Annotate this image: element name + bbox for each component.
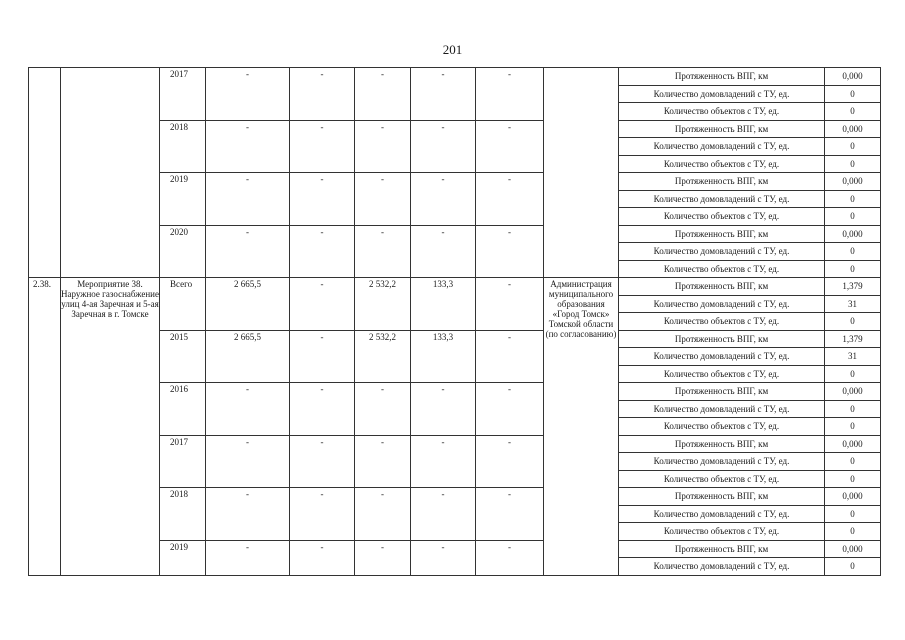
indicator-value-cell: 0 <box>825 453 881 471</box>
indicator-label-cell: Количество объектов с ТУ, ед. <box>619 103 825 121</box>
other-cell: - <box>476 435 544 488</box>
measure-name-cell: Мероприятие 38. Наружное газоснабжение улиц 4-ая Заречная и 5-ая Заречная в г. Томске <box>61 278 160 576</box>
indicator-value-cell: 0 <box>825 103 881 121</box>
other-cell: - <box>476 173 544 226</box>
year-cell: 2019 <box>160 540 206 575</box>
year-cell: 2019 <box>160 173 206 226</box>
total-cell: - <box>206 488 290 541</box>
indicator-label-cell: Количество домовладений с ТУ, ед. <box>619 453 825 471</box>
year-cell: 2016 <box>160 383 206 436</box>
indicator-value-cell: 0 <box>825 243 881 261</box>
indicator-value-cell: 31 <box>825 295 881 313</box>
indicator-label-cell: Количество объектов с ТУ, ед. <box>619 155 825 173</box>
indicator-label-cell: Протяженность ВПГ, км <box>619 330 825 348</box>
local-cell: - <box>411 383 476 436</box>
indicator-label-cell: Протяженность ВПГ, км <box>619 120 825 138</box>
indicator-label-cell: Количество объектов с ТУ, ед. <box>619 365 825 383</box>
measure-name-cell <box>61 68 160 278</box>
total-cell: - <box>206 173 290 226</box>
indicator-label-cell: Протяженность ВПГ, км <box>619 68 825 86</box>
indicator-label-cell: Количество домовладений с ТУ, ед. <box>619 505 825 523</box>
federal-cell: - <box>290 173 355 226</box>
other-cell: - <box>476 488 544 541</box>
year-cell: 2017 <box>160 68 206 121</box>
indicator-value-cell: 0 <box>825 470 881 488</box>
other-cell: - <box>476 120 544 173</box>
other-cell: - <box>476 68 544 121</box>
indicator-label-cell: Количество домовладений с ТУ, ед. <box>619 243 825 261</box>
page-number: 201 <box>442 42 463 57</box>
regional-cell: - <box>355 225 411 278</box>
indicator-label-cell: Протяженность ВПГ, км <box>619 278 825 296</box>
other-cell: - <box>476 383 544 436</box>
local-cell: - <box>411 225 476 278</box>
indicator-value-cell: 0 <box>825 400 881 418</box>
total-cell: - <box>206 540 290 575</box>
local-cell: - <box>411 120 476 173</box>
indicator-label-cell: Количество объектов с ТУ, ед. <box>619 260 825 278</box>
indicator-label-cell: Протяженность ВПГ, км <box>619 225 825 243</box>
indicator-value-cell: 0,000 <box>825 225 881 243</box>
indicator-value-cell: 0 <box>825 138 881 156</box>
regional-cell: - <box>355 435 411 488</box>
indicator-value-cell: 0,000 <box>825 68 881 86</box>
indicator-label-cell: Количество объектов с ТУ, ед. <box>619 313 825 331</box>
indicator-label-cell: Количество домовладений с ТУ, ед. <box>619 558 825 576</box>
total-cell: - <box>206 225 290 278</box>
regional-cell: - <box>355 540 411 575</box>
local-cell: 133,3 <box>411 330 476 383</box>
regional-cell: - <box>355 68 411 121</box>
indicator-value-cell: 0,000 <box>825 120 881 138</box>
indicator-label-cell: Количество домовладений с ТУ, ед. <box>619 138 825 156</box>
regional-cell: - <box>355 383 411 436</box>
total-cell: - <box>206 383 290 436</box>
indicator-value-cell: 0 <box>825 260 881 278</box>
federal-cell: - <box>290 488 355 541</box>
local-cell: - <box>411 435 476 488</box>
total-cell: 2 665,5 <box>206 278 290 331</box>
indicator-label-cell: Протяженность ВПГ, км <box>619 383 825 401</box>
indicator-label-cell: Количество домовладений с ТУ, ед. <box>619 295 825 313</box>
executor-cell <box>544 68 619 278</box>
indicator-label-cell: Количество домовладений с ТУ, ед. <box>619 348 825 366</box>
local-cell: - <box>411 68 476 121</box>
table-row <box>29 278 881 296</box>
indicator-label-cell: Количество объектов с ТУ, ед. <box>619 418 825 436</box>
indicator-value-cell: 0 <box>825 313 881 331</box>
regional-cell: - <box>355 173 411 226</box>
regional-cell: - <box>355 120 411 173</box>
local-cell: - <box>411 488 476 541</box>
year-cell: Всего <box>160 278 206 331</box>
indicator-label-cell: Количество домовладений с ТУ, ед. <box>619 400 825 418</box>
year-cell: 2015 <box>160 330 206 383</box>
indicator-value-cell: 0 <box>825 85 881 103</box>
table-body <box>29 68 881 576</box>
indicator-value-cell: 0,000 <box>825 488 881 506</box>
indicator-label-cell: Количество домовладений с ТУ, ед. <box>619 190 825 208</box>
year-cell: 2017 <box>160 435 206 488</box>
indicator-label-cell: Количество объектов с ТУ, ед. <box>619 470 825 488</box>
total-cell: 2 665,5 <box>206 330 290 383</box>
federal-cell: - <box>290 225 355 278</box>
federal-cell: - <box>290 278 355 331</box>
regional-cell: - <box>355 488 411 541</box>
row-index-cell <box>29 68 61 278</box>
indicator-value-cell: 31 <box>825 348 881 366</box>
other-cell: - <box>476 540 544 575</box>
other-cell: - <box>476 330 544 383</box>
federal-cell: - <box>290 383 355 436</box>
total-cell: - <box>206 435 290 488</box>
table-row <box>29 68 881 86</box>
row-index-cell: 2.38. <box>29 278 61 576</box>
federal-cell: - <box>290 540 355 575</box>
indicator-value-cell: 1,379 <box>825 278 881 296</box>
federal-cell: - <box>290 435 355 488</box>
federal-cell: - <box>290 330 355 383</box>
other-cell: - <box>476 278 544 331</box>
federal-cell: - <box>290 120 355 173</box>
indicator-value-cell: 0,000 <box>825 383 881 401</box>
indicator-label-cell: Количество домовладений с ТУ, ед. <box>619 85 825 103</box>
indicator-value-cell: 0,000 <box>825 173 881 191</box>
indicator-value-cell: 0 <box>825 505 881 523</box>
indicator-label-cell: Протяженность ВПГ, км <box>619 540 825 558</box>
local-cell: - <box>411 173 476 226</box>
total-cell: - <box>206 68 290 121</box>
indicator-value-cell: 0 <box>825 523 881 541</box>
federal-cell: - <box>290 68 355 121</box>
indicator-label-cell: Протяженность ВПГ, км <box>619 488 825 506</box>
indicator-label-cell: Количество объектов с ТУ, ед. <box>619 523 825 541</box>
indicator-value-cell: 0 <box>825 558 881 576</box>
year-cell: 2020 <box>160 225 206 278</box>
regional-cell: 2 532,2 <box>355 278 411 331</box>
local-cell: - <box>411 540 476 575</box>
indicator-value-cell: 1,379 <box>825 330 881 348</box>
total-cell: - <box>206 120 290 173</box>
executor-cell: Администрация муниципального образования «Город Томск» Томской области (по согласованию) <box>544 278 619 576</box>
indicator-value-cell: 0 <box>825 365 881 383</box>
other-cell: - <box>476 225 544 278</box>
indicator-value-cell: 0 <box>825 155 881 173</box>
indicator-value-cell: 0 <box>825 208 881 226</box>
indicator-label-cell: Протяженность ВПГ, км <box>619 173 825 191</box>
indicator-value-cell: 0,000 <box>825 540 881 558</box>
indicator-label-cell: Протяженность ВПГ, км <box>619 435 825 453</box>
local-cell: 133,3 <box>411 278 476 331</box>
indicator-value-cell: 0,000 <box>825 435 881 453</box>
program-table <box>28 67 881 576</box>
year-cell: 2018 <box>160 120 206 173</box>
regional-cell: 2 532,2 <box>355 330 411 383</box>
indicator-value-cell: 0 <box>825 418 881 436</box>
year-cell: 2018 <box>160 488 206 541</box>
indicator-value-cell: 0 <box>825 190 881 208</box>
indicator-label-cell: Количество объектов с ТУ, ед. <box>619 208 825 226</box>
